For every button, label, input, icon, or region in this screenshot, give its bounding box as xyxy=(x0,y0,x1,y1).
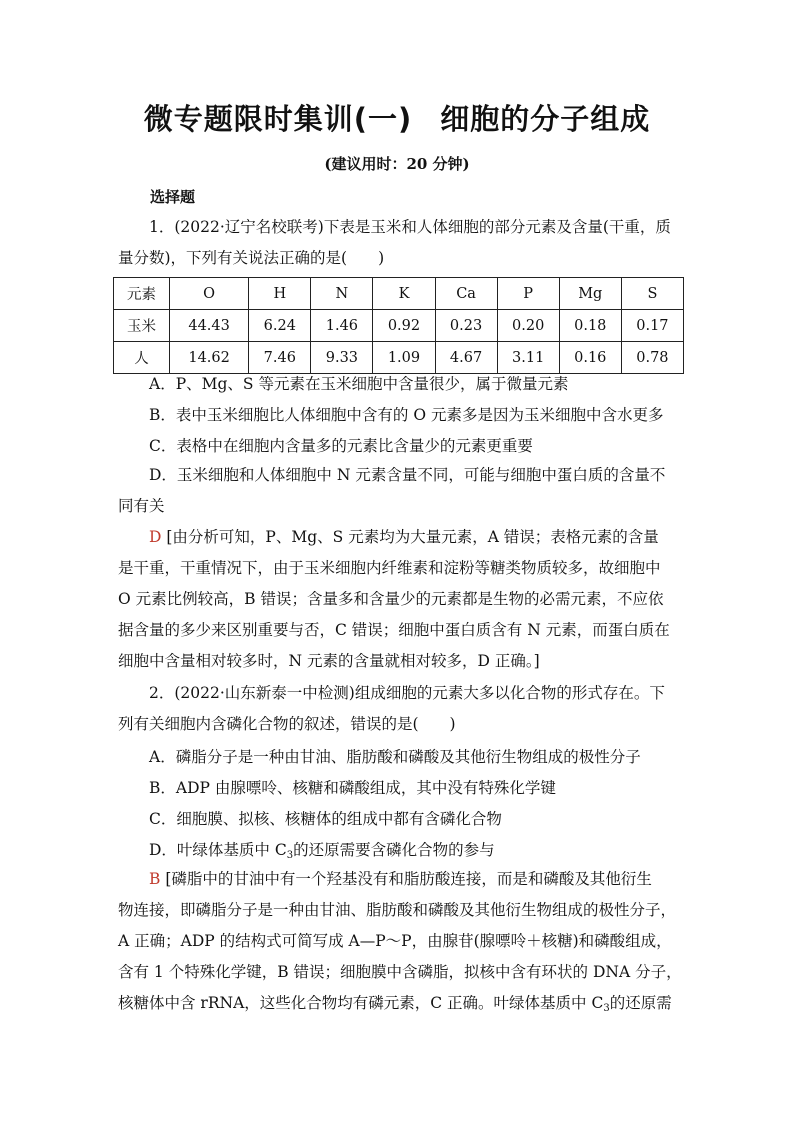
section-heading: 选择题 xyxy=(150,188,196,206)
q2-option-d-text: 的还原需要含磷化合物的参与 xyxy=(293,841,495,859)
title-main: 微专题限时集训(一) xyxy=(143,102,413,136)
table-cell: 9.33 xyxy=(311,342,373,374)
table-cell: O xyxy=(169,278,248,310)
q2-explanation-line: 物连接，即磷脂分子是一种由甘油、脂肪酸和磷酸及其他衍生物组成的极性分子， xyxy=(118,901,677,919)
q1-stem xyxy=(118,212,678,274)
q1-option-d-line: 同有关 xyxy=(118,497,165,515)
q2-explanation-subscript: 3 xyxy=(603,1003,610,1014)
q1-explanation-line: 据含量的多少来区别重要与否，C 错误；细胞中蛋白质含有 N 元素，而蛋白质在 xyxy=(118,621,670,639)
table-cell: 人 xyxy=(114,342,170,374)
table-row xyxy=(114,342,684,374)
table-cell: 1.46 xyxy=(311,310,373,342)
table-cell: 1.09 xyxy=(373,342,435,374)
table-cell: Mg xyxy=(559,278,621,310)
table-cell: 7.46 xyxy=(249,342,311,374)
table-cell: 玉米 xyxy=(114,310,170,342)
q1-explanation-line: 细胞中含量相对较多时，N 元素的含量就相对较多，D 正确。] xyxy=(118,652,540,670)
table-cell: N xyxy=(311,278,373,310)
table-cell: 0.17 xyxy=(621,310,683,342)
q2-stem xyxy=(118,678,678,740)
title-topic: 细胞的分子组成 xyxy=(440,102,651,136)
q1-explanation-line: 是干重，干重情况下，由于玉米细胞内纤维素和淀粉等糖类物质较多，故细胞中 xyxy=(118,559,661,577)
q1-answer: D xyxy=(149,528,162,546)
page-title xyxy=(0,97,794,138)
table-cell: 14.62 xyxy=(169,342,248,374)
q2-option-a: A．磷脂分子是一种由甘油、脂肪酸和磷酸及其他衍生物组成的极性分子 xyxy=(149,748,641,766)
table-cell: H xyxy=(249,278,311,310)
table-cell: 4.67 xyxy=(435,342,497,374)
q1-option-d-line: D．玉米细胞和人体细胞中 N 元素含量不同，可能与细胞中蛋白质的含量不 xyxy=(149,466,666,484)
q2-option-c: C．细胞膜、拟核、核糖体的组成中都有含磷化合物 xyxy=(149,810,502,828)
table-header-row xyxy=(114,278,684,310)
q2-explanation-line: [磷脂中的甘油中有一个羟基没有和脂肪酸连接，而是和磷酸及其他衍生 xyxy=(165,870,652,888)
table-cell: 0.23 xyxy=(435,310,497,342)
q2-explanation-text: 核糖体中含 rRNA，这些化合物均有磷元素，C 正确。叶绿体基质中 C xyxy=(118,994,604,1012)
q2-option-d xyxy=(149,838,495,861)
q2-stem-line: 列有关细胞内含磷化合物的叙述，错误的是( ) xyxy=(118,715,456,733)
q1-option-c: C．表格中在细胞内含量多的元素比含量少的元素更重要 xyxy=(149,437,533,455)
q2-explanation-line: A 正确；ADP 的结构式可简写成 A—P～P，由腺苷(腺嘌呤＋核糖)和磷酸组成， xyxy=(118,932,672,950)
q2-stem-line: 2．(2022·山东新泰一中检测)组成细胞的元素大多以化合物的形式存在。下 xyxy=(149,684,665,702)
table-cell: 0.92 xyxy=(373,310,435,342)
q2-explanation-line xyxy=(118,988,678,1024)
q2-explanation xyxy=(118,864,682,1024)
q2-answer: B xyxy=(149,870,161,888)
table-cell: 0.78 xyxy=(621,342,683,374)
table-cell: P xyxy=(497,278,559,310)
q2-option-d-text: D．叶绿体基质中 C xyxy=(149,841,287,859)
suggested-time: (建议用时：20 分钟) xyxy=(324,155,470,173)
q1-stem-line: 量分数)，下列有关说法正确的是( ) xyxy=(118,249,385,267)
element-content-table xyxy=(113,277,684,374)
q2-explanation-line: 含有 1 个特殊化学键，B 错误；细胞膜中含磷脂，拟核中含有环状的 DNA 分子， xyxy=(118,963,682,981)
q1-explanation-line: O 元素比例较高，B 错误；含量多和含量少的元素都是生物的必需元素，不应依 xyxy=(118,590,664,608)
q1-stem-line: 1．(2022·辽宁名校联考)下表是玉米和人体细胞的部分元素及含量(干重，质 xyxy=(149,218,671,236)
q1-option-b: B．表中玉米细胞比人体细胞中含有的 O 元素多是因为玉米细胞中含水更多 xyxy=(149,406,664,424)
q2-option-b: B．ADP 由腺嘌呤、核糖和磷酸组成，其中没有特殊化学键 xyxy=(149,779,556,797)
table-cell: S xyxy=(621,278,683,310)
table-cell: 元素 xyxy=(114,278,170,310)
q1-explanation-line: [由分析可知，P、Mg、S 元素均为大量元素，A 错误；表格元素的含量 xyxy=(166,528,659,546)
table-cell: 0.20 xyxy=(497,310,559,342)
q2-explanation-text: 的还原需 xyxy=(609,994,672,1012)
q1-option-d xyxy=(118,460,678,522)
table-cell: 0.16 xyxy=(559,342,621,374)
q1-option-a: A．P、Mg、S 等元素在玉米细胞中含量很少，属于微量元素 xyxy=(149,375,569,393)
table-cell: Ca xyxy=(435,278,497,310)
table-cell: 6.24 xyxy=(249,310,311,342)
q1-explanation xyxy=(118,522,678,677)
table-row xyxy=(114,310,684,342)
table-cell: 44.43 xyxy=(169,310,248,342)
table-cell: 0.18 xyxy=(559,310,621,342)
table-cell: 3.11 xyxy=(497,342,559,374)
table-cell: K xyxy=(373,278,435,310)
q2-option-d-subscript: 3 xyxy=(286,850,294,861)
